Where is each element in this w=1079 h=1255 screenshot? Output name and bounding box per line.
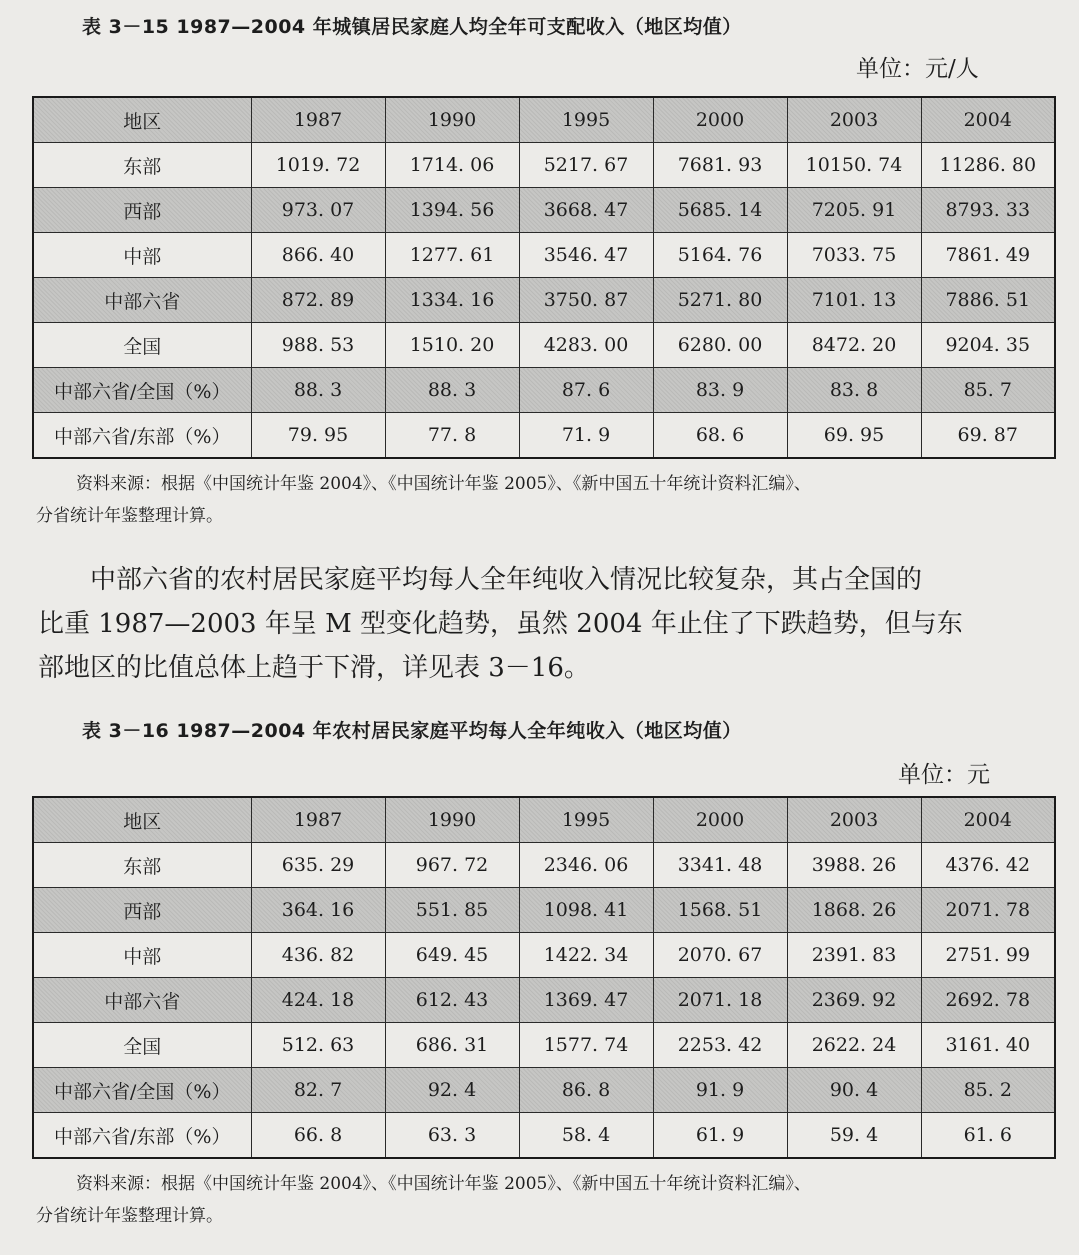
table1-row (33, 278, 1055, 323)
table1-cell: 77. 8 (385, 413, 519, 459)
table2-row-label: 中部六省 (33, 978, 251, 1023)
table2-cell: 551. 85 (385, 888, 519, 933)
table1-cell: 7205. 91 (787, 188, 921, 233)
table1-cell: 68. 6 (653, 413, 787, 459)
table1-cell: 866. 40 (251, 233, 385, 278)
table1-cell: 973. 07 (251, 188, 385, 233)
table2-source-line2: 分省统计年鉴整理计算。 (36, 1206, 223, 1226)
table2-cell: 436. 82 (251, 933, 385, 978)
table1-row (33, 233, 1055, 278)
table1-cell: 8793. 33 (921, 188, 1055, 233)
table2-cell: 59. 4 (787, 1113, 921, 1159)
table2-row-label: 东部 (33, 843, 251, 888)
table1-cell: 3546. 47 (519, 233, 653, 278)
table2-cell: 2751. 99 (921, 933, 1055, 978)
table1-header-cell: 地区 (33, 97, 251, 143)
table2 (32, 796, 1056, 1159)
table2-cell: 1098. 41 (519, 888, 653, 933)
table1-header-cell: 1995 (519, 97, 653, 143)
table1-row-label: 中部 (33, 233, 251, 278)
table1-cell: 872. 89 (251, 278, 385, 323)
table2-row (33, 843, 1055, 888)
table2-cell: 2253. 42 (653, 1023, 787, 1068)
table1-row-label: 中部六省 (33, 278, 251, 323)
table2-cell: 92. 4 (385, 1068, 519, 1113)
table2-header-cell: 地区 (33, 797, 251, 843)
table1-row (33, 143, 1055, 188)
table1-body (33, 97, 1055, 458)
table2-cell: 2391. 83 (787, 933, 921, 978)
table2-row (33, 888, 1055, 933)
table2-row-label: 全国 (33, 1023, 251, 1068)
table1-cell: 83. 8 (787, 368, 921, 413)
table2-row-label: 中部六省/东部（%） (33, 1113, 251, 1159)
table2-cell: 364. 16 (251, 888, 385, 933)
table2-header-cell: 1987 (251, 797, 385, 843)
table2-row (33, 933, 1055, 978)
table1-row (33, 188, 1055, 233)
table2-cell: 967. 72 (385, 843, 519, 888)
table1-cell: 79. 95 (251, 413, 385, 459)
table2-cell: 2071. 78 (921, 888, 1055, 933)
table1-row-label: 西部 (33, 188, 251, 233)
table2-row-label: 中部 (33, 933, 251, 978)
table1-cell: 69. 95 (787, 413, 921, 459)
table1-cell: 1394. 56 (385, 188, 519, 233)
table2-cell: 686. 31 (385, 1023, 519, 1068)
table1-cell: 6280. 00 (653, 323, 787, 368)
table1-cell: 1510. 20 (385, 323, 519, 368)
table2-source (36, 1168, 1066, 1232)
table2-cell: 61. 9 (653, 1113, 787, 1159)
table2-cell: 2622. 24 (787, 1023, 921, 1068)
table1-source-line1: 资料来源：根据《中国统计年鉴 2004》、《中国统计年鉴 2005》、《新中国五十年统计资料汇编》、 (76, 474, 811, 494)
table2-cell: 649. 45 (385, 933, 519, 978)
table2-header-cell: 1990 (385, 797, 519, 843)
table2-cell: 66. 8 (251, 1113, 385, 1159)
table1-cell: 1019. 72 (251, 143, 385, 188)
table2-cell: 2070. 67 (653, 933, 787, 978)
table2-cell: 2692. 78 (921, 978, 1055, 1023)
table1-header-cell: 1987 (251, 97, 385, 143)
table2-cell: 3988. 26 (787, 843, 921, 888)
table1-cell: 85. 7 (921, 368, 1055, 413)
paragraph-line3: 部地区的比值总体上趋于下滑，详见表 3－16。 (38, 653, 590, 683)
table2-caption: 表 3－16 1987—2004 年农村居民家庭平均每人全年纯收入（地区均值） (82, 720, 742, 742)
table2-body (33, 797, 1055, 1158)
table2-row-label: 西部 (33, 888, 251, 933)
table1-cell: 7886. 51 (921, 278, 1055, 323)
table2-cell: 3341. 48 (653, 843, 787, 888)
table2-header-cell: 1995 (519, 797, 653, 843)
table2-cell: 1868. 26 (787, 888, 921, 933)
table1-row (33, 323, 1055, 368)
table2-row (33, 1113, 1055, 1159)
table2-source-line1: 资料来源：根据《中国统计年鉴 2004》、《中国统计年鉴 2005》、《新中国五十年统计资料汇编》、 (76, 1174, 811, 1194)
table1-row (33, 368, 1055, 413)
table1-cell: 7681. 93 (653, 143, 787, 188)
table2-cell: 4376. 42 (921, 843, 1055, 888)
table2-cell: 424. 18 (251, 978, 385, 1023)
table1-cell: 7861. 49 (921, 233, 1055, 278)
table2-cell: 635. 29 (251, 843, 385, 888)
table1-cell: 7033. 75 (787, 233, 921, 278)
paragraph-line2: 比重 1987—2003 年呈 M 型变化趋势，虽然 2004 年止住了下跌趋势，但与东 (38, 609, 963, 639)
table2-cell: 58. 4 (519, 1113, 653, 1159)
table2-cell: 1369. 47 (519, 978, 653, 1023)
table2-cell: 2071. 18 (653, 978, 787, 1023)
table1-row-label: 全国 (33, 323, 251, 368)
table1-cell: 1277. 61 (385, 233, 519, 278)
table2-cell: 86. 8 (519, 1068, 653, 1113)
table2-cell: 512. 63 (251, 1023, 385, 1068)
table2-unit: 单位：元 (898, 762, 990, 788)
table1-cell: 5685. 14 (653, 188, 787, 233)
table1-cell: 1714. 06 (385, 143, 519, 188)
table2-cell: 91. 9 (653, 1068, 787, 1113)
table2-cell: 3161. 40 (921, 1023, 1055, 1068)
table1-cell: 88. 3 (251, 368, 385, 413)
table1-cell: 69. 87 (921, 413, 1055, 459)
table1-cell: 988. 53 (251, 323, 385, 368)
table1-caption: 表 3－15 1987—2004 年城镇居民家庭人均全年可支配收入（地区均值） (82, 16, 742, 38)
table1-unit: 单位：元/人 (856, 56, 979, 82)
table1-cell: 10150. 74 (787, 143, 921, 188)
table2-cell: 1422. 34 (519, 933, 653, 978)
table2-header-row (33, 797, 1055, 843)
table1-header-cell: 2003 (787, 97, 921, 143)
table1-cell: 5164. 76 (653, 233, 787, 278)
table1-header-cell: 2004 (921, 97, 1055, 143)
table2-row (33, 1068, 1055, 1113)
table1-cell: 9204. 35 (921, 323, 1055, 368)
body-paragraph (38, 558, 1068, 690)
table1-cell: 4283. 00 (519, 323, 653, 368)
table2-header-cell: 2003 (787, 797, 921, 843)
table2-cell: 61. 6 (921, 1113, 1055, 1159)
table1-cell: 87. 6 (519, 368, 653, 413)
table1-cell: 83. 9 (653, 368, 787, 413)
table1-cell: 88. 3 (385, 368, 519, 413)
table1-row-label: 中部六省/全国（%） (33, 368, 251, 413)
table2-cell: 63. 3 (385, 1113, 519, 1159)
table1-cell: 1334. 16 (385, 278, 519, 323)
table1-cell: 7101. 13 (787, 278, 921, 323)
table2-cell: 90. 4 (787, 1068, 921, 1113)
table2-row (33, 978, 1055, 1023)
table1-cell: 71. 9 (519, 413, 653, 459)
table1 (32, 96, 1056, 459)
table2-header-cell: 2004 (921, 797, 1055, 843)
table2-cell: 1568. 51 (653, 888, 787, 933)
table1-header-cell: 1990 (385, 97, 519, 143)
table2-row (33, 1023, 1055, 1068)
table2-cell: 82. 7 (251, 1068, 385, 1113)
table1-cell: 3750. 87 (519, 278, 653, 323)
table2-header-cell: 2000 (653, 797, 787, 843)
table1-cell: 5271. 80 (653, 278, 787, 323)
table1-cell: 8472. 20 (787, 323, 921, 368)
table1-header-cell: 2000 (653, 97, 787, 143)
table2-cell: 612. 43 (385, 978, 519, 1023)
paragraph-line1: 中部六省的农村居民家庭平均每人全年纯收入情况比较复杂，其占全国的 (90, 565, 923, 595)
table2-row-label: 中部六省/全国（%） (33, 1068, 251, 1113)
table2-cell: 85. 2 (921, 1068, 1055, 1113)
table1-header-row (33, 97, 1055, 143)
table1-source (36, 468, 1066, 532)
table2-cell: 2369. 92 (787, 978, 921, 1023)
table1-row-label: 东部 (33, 143, 251, 188)
table1-source-line2: 分省统计年鉴整理计算。 (36, 506, 223, 526)
table1-row-label: 中部六省/东部（%） (33, 413, 251, 459)
table1-cell: 11286. 80 (921, 143, 1055, 188)
table2-cell: 2346. 06 (519, 843, 653, 888)
table1-cell: 3668. 47 (519, 188, 653, 233)
table1-cell: 5217. 67 (519, 143, 653, 188)
table1-row (33, 413, 1055, 459)
table2-cell: 1577. 74 (519, 1023, 653, 1068)
